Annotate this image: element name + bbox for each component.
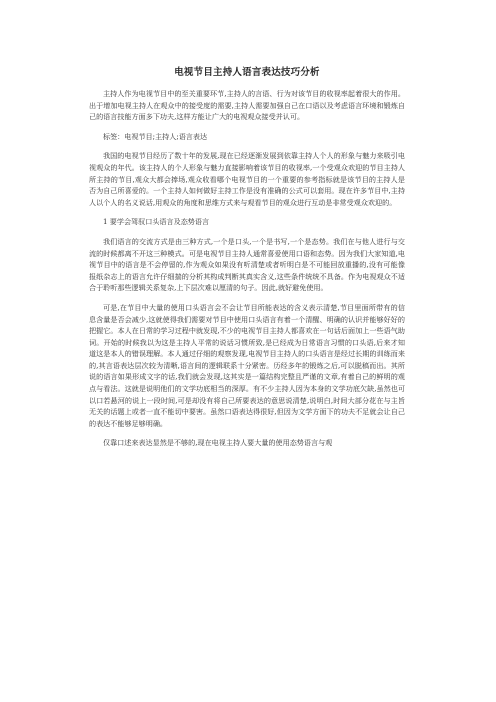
body-paragraph: 可是,在节目中大量的使用口头语言会不会让节目所能表达的含义表示清楚,节目里面所带有的信息含量是否会减少,这就使得我们需要对节目中使用口头语言有着一个清醒、明确的认识并能够好好的把握它。本人在日常的学习过程中就发现,不少的电视节目主持人都喜欢在一句话后面加上一些语气助词。开始的时候我以为这是主持人平常的说话习惯所致,是已经成为日常语言习惯的口头语,后来才知道这是本人的错误理解。本人通过仔细的观察发现,电视节目主持人的口头语言是经过长期的训练而来的,其言语表达层次较为清晰,语言间的逻辑联系十分紧密。历经多年的锻炼之后,可以脱稿而出。其所说的语言如果形成文字的话,我们就会发现,这其实是一篇结构完整且严谨的文章,有着自己的鲜明的观点与看法。这就是说明他们的文学功底相当的深厚。有不少主持人因为本身的文学功底欠缺,虽然也可以口若悬河的说上一段时间,可是却没有将自己所要表达的意思说清楚,说明白,时间大部分花在与主旨无关的话题上或者一直不能切中要害。虽然口语表达得很好,但因为文学方面下的功夫不足就会让自己的表达不能够足够明确。 [89,302,405,428]
abstract-paragraph: 主持人作为电视节目中的至关重要环节,主持人的言语、行为对该节目的收视率起着很大的作用。出于增加电视主持人在观众中的接受度的需要,主持人需要加强自己在口语以及考虑语言环境和锻炼自己的语言技能方面多下功夫,这样方能让广大的电视观众接受并认可。 [89,89,405,122]
spacer [89,294,405,302]
spacer [89,228,405,236]
body-paragraph: 我们语言的交流方式是由三种方式,一个是口头,一个是书写,一个是态势。我们在与他人进行与交流的时候都离不开这三种模式。可是电视节目主持人通常喜爱使用口语和态势。因为我们大家知道,电视节目中的语言是不会停留的,作为观众如果没有听清楚或者听明白是不可能回放重播的,没有可能像报纸杂志上的语言允许仔细揣的分析其构成判断其真实含义,这些条件统统不具备。作为电视观众不适合于聆听那些逻辑关系复杂,上下层次难以厘清的句子。因此,就好避免使用。 [89,236,405,293]
document-title: 电视节目主持人语言表达技巧分析 [174,67,320,78]
document-page [89,64,405,449]
body-paragraph: 仅靠口述来表达显然是不够的,现在电视主持人要大量的使用态势语言与观 [103,438,333,448]
spacer [89,429,405,437]
spacer [89,123,405,131]
keywords-line: 标签：电视节目;主持人;语言表达 [103,131,208,141]
spacer [89,142,405,150]
intro-paragraph: 我国的电视节目经历了数十年的发展,现在已经逐渐发展到依靠主持人个人的形象与魅力来吸引电视观众的年代。该主持人的个人形象与魅力直接影响着该节目的收视率,一个受观众欢迎的节目主持人所主持的节目,观众大都会捧场,观众收看哪个电视节目的一个重要的参考指标就是该节目的主持人是否为自己所喜爱的。一个主持人如何做好主持工作是没有准确的公式可以套用。现在许多节目中,主持人以个人的名义说话,用观众的角度和思维方式来与观看节目的观众进行互动是非常受观众欢迎的。 [89,151,405,207]
spacer [89,208,405,216]
section-heading: 1 要学会驾驭口头语言及态势语言 [103,217,210,227]
